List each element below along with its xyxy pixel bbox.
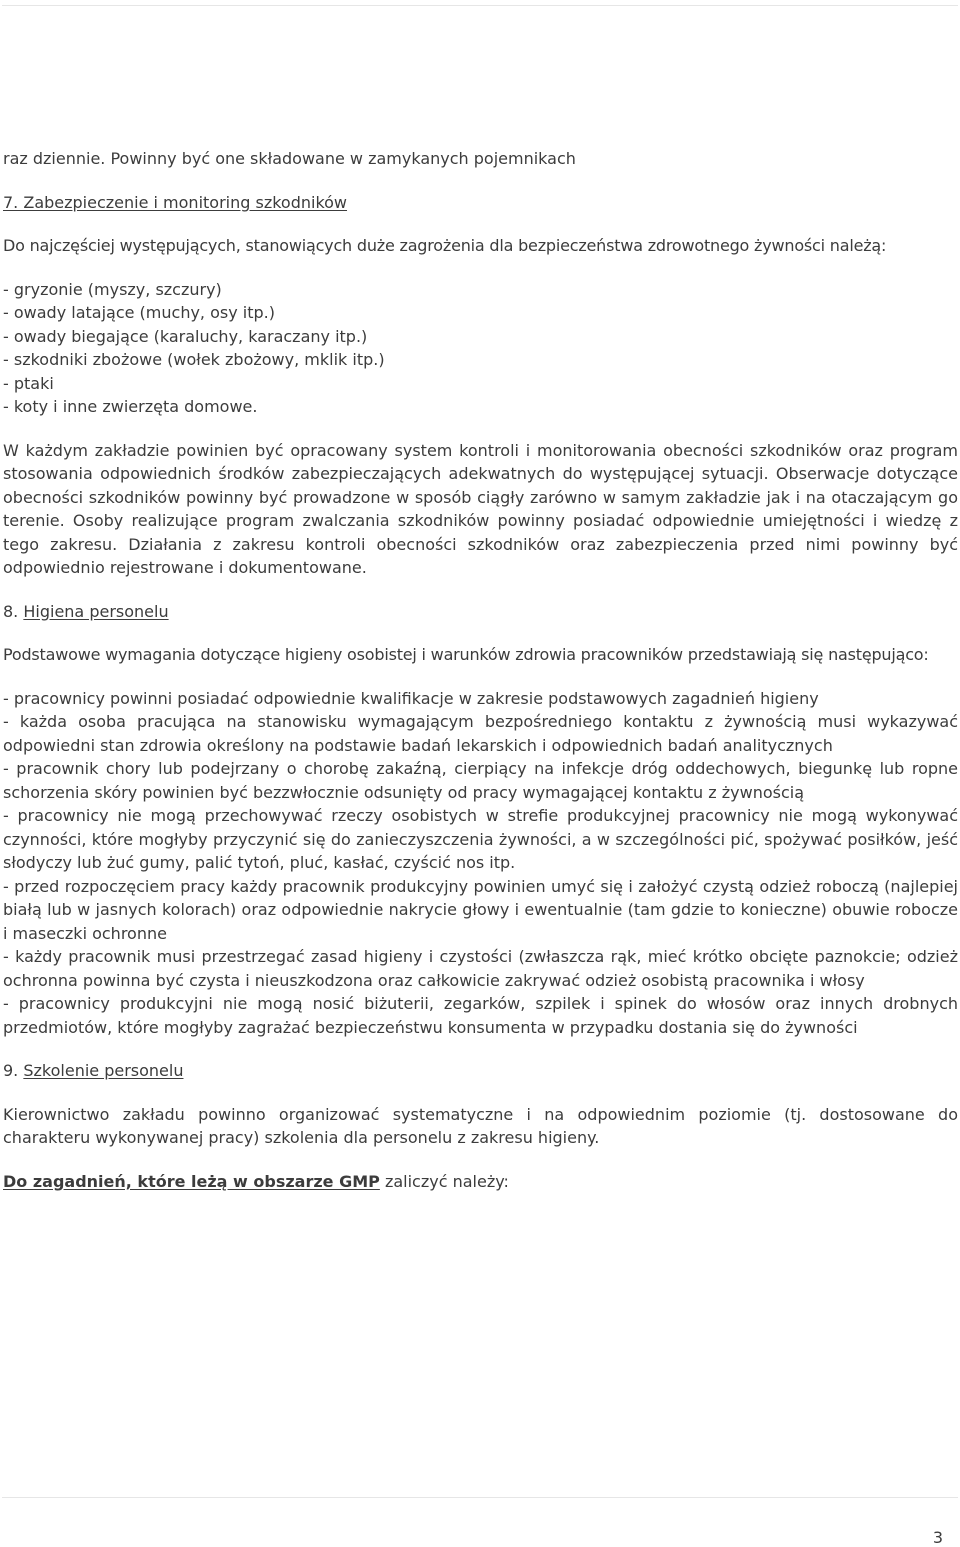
spacer [3,419,958,439]
list-item: - owady latające (muchy, osy itp.) [3,303,275,322]
gmp-rest: zaliczyć należy: [379,1171,509,1191]
section-8-number: 8. [3,601,19,621]
hygiene-list [3,687,958,1040]
section-9-title-link[interactable]: Szkolenie personelu [23,1061,184,1080]
gmp-line [3,1170,958,1194]
spacer [3,258,958,278]
page-number: 3 [932,1528,943,1547]
list-item: - ptaki [3,373,54,393]
section-9-paragraph: Kierownictwo zakładu powinno organizować systematyczne i na odpowiednim poziomie (tj. dostosowane do charakteru wykonywanej pracy) szkolenia dla personelu z zakresu higieny. [3,1104,958,1147]
spacer [3,1150,958,1170]
spacer [3,667,958,687]
section-7-lead: Do najczęściej występujących, stanowiących duże zagrożenia dla bezpieczeństwa zdrowotnego żywności należą: [3,236,887,255]
section-7-heading: 7. Zabezpieczenie i monitoring szkodników [3,192,348,212]
gmp-link[interactable]: Do zagadnień, które leżą w obszarze GMP [3,1171,380,1191]
document-body [3,147,958,1193]
section-7-paragraph: W każdym zakładzie powinien być opracowany system kontroli i monitorowania obecności szkodników oraz program stosowania odpowiednich środków zabezpieczających adekwatnych do występującej sytuacji. Obserwacje dotyczące obecności szkodników powinny być prowadzone w sposób ciągły zarówno w samym zakładzie jak i na otaczającym go terenie. Osoby realizujące program zwalczania szkodników powinny posiadać odpowiednie umiejętności i wiedzę z tego zakresu. Działania z zakresu kontroli obecności szkodników oraz zabezpieczenia przed nimi powinny być odpowiednio rejestrowane i dokumentowane. [3,440,958,577]
list-item: - przed rozpoczęciem pracy każdy pracownik produkcyjny powinien umyć się i założyć czystą odzież roboczą (najlepiej białą lub w jasnych kolorach) oraz odpowiednie nakrycie głowy i ewentualnie (tam gdzie to konieczne) obuwie robocze i maseczki ochronne [3,876,958,943]
section-8-title-link[interactable]: Higiena personelu [23,601,169,621]
spacer [3,214,958,234]
section-9-number: 9. [3,1061,19,1080]
section-9-heading [3,1059,958,1083]
section-8-lead: Podstawowe wymagania dotyczące higieny osobistej i warunków zdrowia pracowników przedstawiają się następująco: [3,645,929,664]
spacer [3,1039,958,1059]
list-item: - szkodniki zbożowe (wołek zbożowy, mklik itp.) [3,350,385,369]
bottom-divider [2,1497,958,1498]
list-item: - koty i inne zwierzęta domowe. [3,397,258,416]
spacer [3,1083,958,1103]
spacer [3,623,958,643]
list-item: - każda osoba pracująca na stanowisku wymagającym bezpośredniego kontaktu z żywnością musi wykazywać odpowiedni stan zdrowia określony na podstawie badań lekarskich i odpowiednich badań analitycznych [3,712,958,755]
list-item: - owady biegające (karaluchy, karaczany itp.) [3,326,368,346]
list-item: - pracownicy produkcyjni nie mogą nosić biżuterii, zegarków, szpilek i spinek do włosów oraz innych drobnych przedmiotów, które mogłyby zagrażać bezpieczeństwu konsumenta w przypadku dostania się do żywności [3,994,958,1037]
list-item: - pracownicy powinni posiadać odpowiednie kwalifikacje w zakresie podstawowych zagadnień higieny [3,688,819,708]
spacer [3,171,958,191]
list-item: - pracownicy nie mogą przechowywać rzeczy osobistych w strefie produkcyjnej pracownicy nie mogą wykonywać czynności, które mogłyby przyczynić się do zanieczyszczenia żywności, a w szczególności pić, spożywać posiłków, jeść słodyczy lub żuć gumy, palić tytoń, pluć, kasłać, czyścić nos itp. [3,806,958,872]
list-item: - gryzonie (myszy, szczury) [3,279,222,299]
section-8-heading [3,600,958,624]
pest-list [3,278,958,419]
spacer [3,580,958,600]
intro-line: raz dziennie. Powinny być one składowane w zamykanych pojemnikach [3,149,576,168]
top-divider [2,5,958,6]
list-item: - pracownik chory lub podejrzany o chorobę zakaźną, cierpiący na infekcje dróg oddechowych, biegunkę lub ropne schorzenia skóry powinien być bezzwłocznie odsunięty od pracy wymagającej kontaktu z żywnością [3,759,958,802]
list-item: - każdy pracownik musi przestrzegać zasad higieny i czystości (zwłaszcza rąk, mieć krótko obcięte paznokcie; odzież ochronna powinna być czysta i nieuszkodzona oraz całkowicie zakrywać odzież osobistą pracownika i włosy [3,947,958,990]
